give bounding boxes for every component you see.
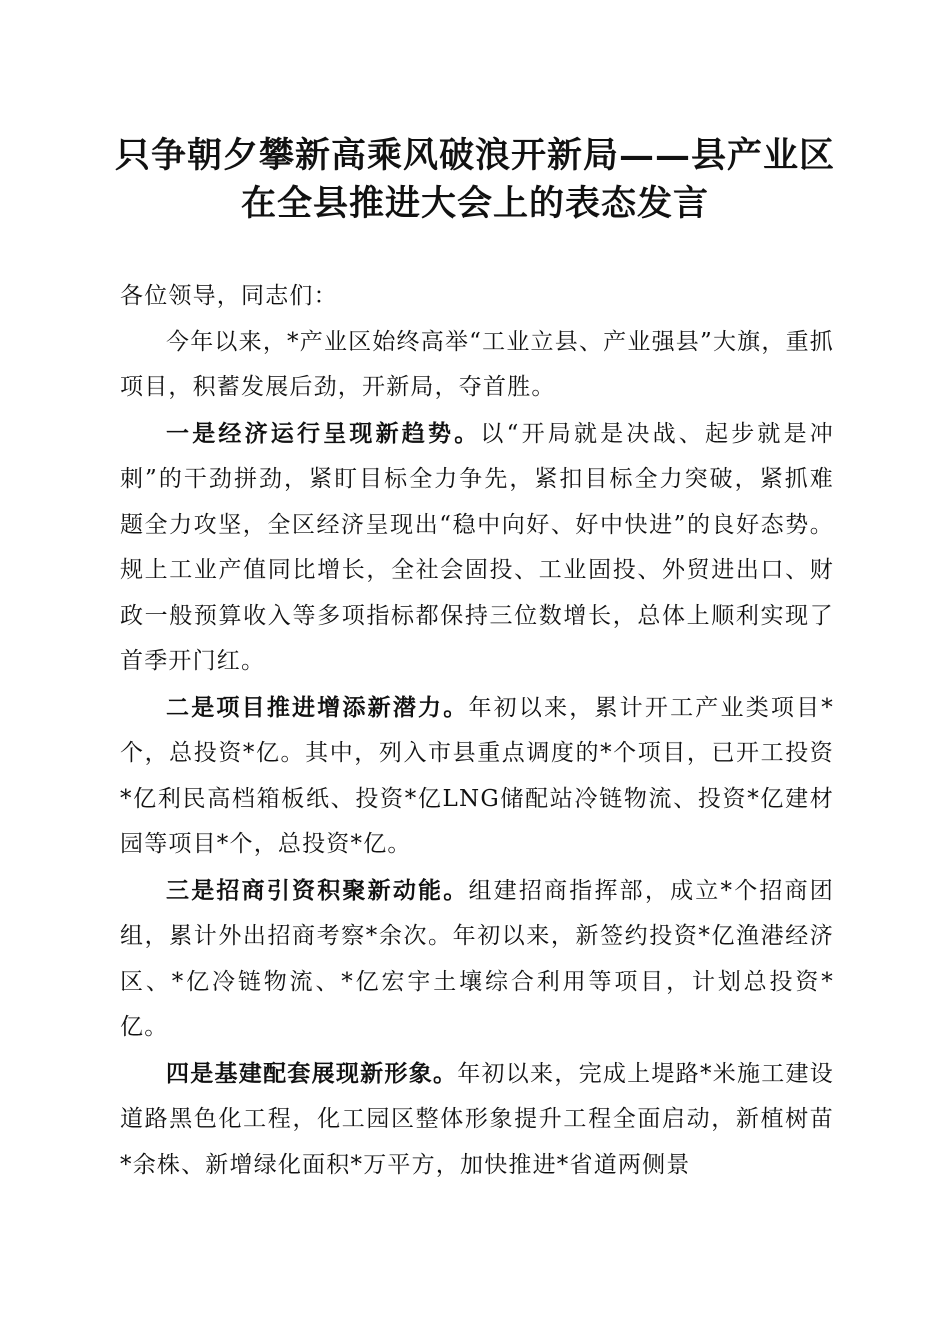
section-lead-4: 四是基建配套展现新形象。: [166, 1059, 458, 1087]
section-paragraph-2: [120, 685, 834, 868]
title-line-2: 在全县推进大会上的表态发言: [240, 183, 709, 224]
section-paragraph-4: [120, 1051, 834, 1189]
section-text-3: 组建招商指挥部，成立*个招商团组，累计外出招商考察*余次。年初以来，新签约投资*亿渔港经济区、*亿冷链物流、*亿宏宇土壤综合利用等项目，计划总投资*亿。: [120, 877, 835, 1040]
title-line-1: 只争朝夕攀新高乘风破浪开新局——县产业区: [114, 135, 835, 176]
salutation: 各位领导，同志们：: [120, 283, 338, 309]
section-lead-1: 一是经济运行呈现新趋势。: [166, 419, 481, 447]
section-lead-2: 二是项目推进增添新潜力。: [166, 693, 469, 721]
document-title: [100, 132, 850, 228]
intro-paragraph: 今年以来，*产业区始终高举“工业立县、产业强县”大旗，重抓项目，积蓄发展后劲，开新局，夺首胜。: [120, 328, 834, 400]
document-body: [120, 274, 834, 1188]
section-text-1: 以“开局就是决战、起步就是冲刺”的干劲拼劲，紧盯目标全力争先，紧扣目标全力突破，紧抓难题全力攻坚，全区经济呈现出“稳中向好、好中快进”的良好态势。规上工业产值同比增长，全社会固投、工业固投、外贸进出口、财政一般预算收入等多项指标都保持三位数增长，总体上顺利实现了首季开门红。: [120, 420, 834, 674]
section-paragraph-1: [120, 411, 834, 685]
section-text-4: 年初以来，完成上堤路*米施工建设道路黑色化工程，化工园区整体形象提升工程全面启动，新植树苗*余株、新增绿化面积*万平方，加快推进*省道两侧景: [120, 1060, 835, 1178]
section-lead-3: 三是招商引资积聚新动能。: [166, 876, 469, 904]
section-text-2: 年初以来，累计开工产业类项目*个，总投资*亿。其中，列入市县重点调度的*个项目，已开工投资*亿利民高档箱板纸、投资*亿LNG储配站冷链物流、投资*亿建材园等项目*个，总投资*亿。: [120, 694, 835, 857]
section-paragraph-3: [120, 868, 834, 1051]
